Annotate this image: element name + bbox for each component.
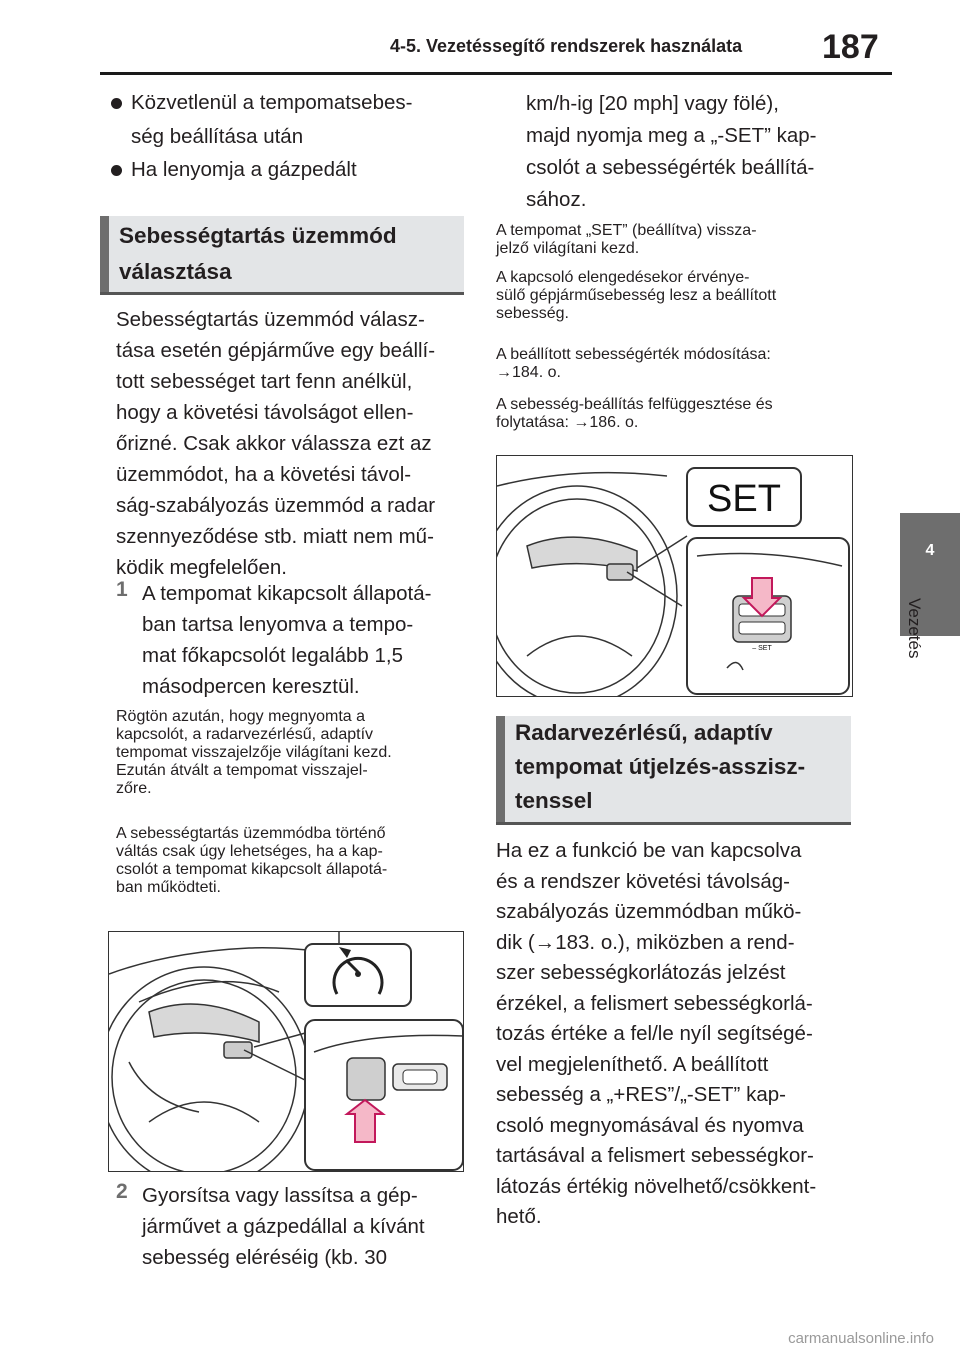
paragraph	[496, 836, 851, 1233]
text-line: járművet a gázpedállal a kívánt	[142, 1215, 425, 1238]
text-line: Sebességtartás üzemmód válasz-	[116, 308, 425, 331]
text-line: és a rendszer követési távolság-	[496, 869, 790, 893]
bullet-item	[131, 156, 357, 184]
page-number: 187	[822, 28, 879, 66]
heading-line: tempomat útjelzés-asszisz-	[515, 754, 806, 779]
chapter-label-text: Vezetés	[905, 598, 924, 659]
text-line: A tempomat „SET” (beállítva) vissza-	[496, 222, 757, 239]
note	[116, 825, 461, 897]
text-line: A sebességtartás üzemmódba történő	[116, 825, 386, 842]
text-line: őrizné. Csak akkor válassza ezt az	[116, 432, 432, 455]
chapter-number: 4	[925, 542, 935, 559]
text-line: zőre.	[116, 780, 152, 797]
step-text	[142, 578, 462, 702]
section-heading-box	[100, 216, 464, 295]
header-rule	[100, 72, 892, 75]
text-line: ság-szabályozás üzemmód a radar	[116, 494, 436, 517]
watermark-link[interactable]: carmanualsonline.info	[788, 1330, 934, 1347]
heading-line: tenssel	[515, 788, 593, 813]
text-line: vel megjeleníthető. A beállított	[496, 1052, 769, 1076]
switch-closeup	[687, 538, 849, 694]
note	[496, 222, 851, 258]
text-line: kapcsolót, a radarvezérlésű, adaptív	[116, 726, 374, 743]
heading-accent-bar	[496, 716, 505, 822]
text-line: tempomat visszajelzője világítani kezd.	[116, 744, 392, 761]
set-callout	[687, 468, 801, 526]
text-line: csolót a tempomat kikapcsolt állapotá-	[116, 861, 388, 878]
heading-line: választása	[119, 259, 232, 284]
text-line: szennyeződése stb. miatt nem mű-	[116, 525, 434, 548]
text-line: mat főkapcsolót legalább 1,5	[142, 644, 403, 667]
text-line: dik (→183. o.), miközben a rend-	[496, 930, 795, 954]
note	[496, 396, 851, 432]
text-line: Ezután átvált a tempomat visszajel-	[116, 762, 368, 779]
text-line: Ha ez a funkció be van kapcsolva	[496, 839, 802, 862]
text-line: A beállított sebességérték módosítása:	[496, 346, 771, 363]
step-text	[142, 1180, 462, 1273]
text-line: sebesség a „+RES”/„-SET” kap-	[496, 1083, 786, 1106]
text-line: Gyorsítsa vagy lassítsa a gép-	[142, 1184, 418, 1207]
set-switch-illustration	[497, 456, 852, 696]
bullet-icon	[111, 98, 122, 109]
text-line: folytatása: →186. o.	[496, 414, 639, 431]
text-line: A sebesség-beállítás felfüggesztése és	[496, 396, 773, 413]
text-line: ban tartsa lenyomva a tempo-	[142, 613, 414, 636]
section-title: 4-5. Vezetéssegítő rendszerek használata	[390, 36, 743, 56]
text-line: sebesség.	[496, 305, 569, 322]
text-line: A tempomat kikapcsolt állapotá-	[142, 582, 432, 605]
bullet-line: ség beállítása után	[131, 125, 304, 148]
text-line: tása esetén gépjárműve egy beállí-	[116, 339, 436, 362]
note	[496, 269, 851, 323]
text-line: jelző világítani kezd.	[496, 240, 640, 257]
chapter-label	[902, 598, 926, 688]
text-line: szer sebességkorlátozás jelzést	[496, 961, 786, 984]
switch-bottom-label: – SET	[752, 645, 772, 652]
section-heading	[119, 218, 397, 290]
text-line: ködik megfelelően.	[116, 556, 287, 579]
bullet-icon	[111, 165, 122, 176]
text-line: üzemmódot, ha a követési távol-	[116, 463, 412, 486]
note	[496, 346, 851, 382]
step-number: 1	[116, 578, 128, 601]
footer	[0, 1326, 960, 1352]
text-line: érzékel, a felismert sebességkorlá-	[496, 991, 813, 1015]
note	[116, 708, 461, 798]
bullet-line: Közvetlenül a tempomatsebes-	[131, 91, 413, 114]
text-line: majd nyomja meg a „-SET” kap-	[526, 124, 817, 147]
text-line: ban működteti.	[116, 879, 221, 896]
text-line: tartásával a felismert sebességkor-	[496, 1144, 814, 1167]
text-line: csolót a sebességérték beállítá-	[526, 156, 815, 179]
section-heading-box	[496, 716, 851, 825]
text-line: sebesség eléréséig (kb. 30	[142, 1246, 388, 1269]
heading-line: Radarvezérlésű, adaptív	[515, 720, 773, 745]
text-line: Rögtön azután, hogy megnyomta a	[116, 708, 366, 725]
text-line: sülő gépjárműsebesség lesz a beállított	[496, 287, 777, 304]
switch-callout	[305, 1020, 463, 1170]
steering-wheel-figure	[108, 931, 464, 1172]
text-line: A kapcsoló elengedésekor érvénye-	[496, 269, 750, 286]
text-line: váltás csak úgy lehetséges, ha a kap-	[116, 843, 383, 860]
section-heading	[515, 716, 805, 818]
text-line: látozás értékig növelhető/csökkent-	[496, 1174, 817, 1198]
meter-icon-callout	[305, 944, 411, 1006]
set-callout-label: SET	[707, 478, 781, 520]
bullet-line: Ha lenyomja a gázpedált	[131, 158, 357, 181]
step-text-continued	[526, 88, 846, 216]
steering-wheel-illustration	[109, 932, 463, 1171]
text-line: tott sebességet tart fenn anélkül,	[116, 370, 413, 393]
text-line: →184. o.	[496, 364, 561, 381]
text-line: szabályozás üzemmódban műkö-	[496, 900, 802, 923]
set-switch-figure	[496, 455, 853, 697]
text-line: másodpercen keresztül.	[142, 675, 360, 698]
step-number: 2	[116, 1180, 128, 1203]
text-line: hető.	[496, 1205, 542, 1228]
text-line: hogy a követési távolságot ellen-	[116, 401, 414, 424]
text-line: sához.	[526, 188, 587, 211]
heading-line: Sebességtartás üzemmód	[119, 223, 397, 248]
text-line: csoló megnyomásával és nyomva	[496, 1113, 804, 1137]
bullet-item	[131, 89, 412, 151]
heading-accent-bar	[100, 216, 109, 292]
text-line: tozás értéke a fel/le nyíl segítségé-	[496, 1022, 813, 1045]
paragraph	[116, 304, 461, 583]
text-line: km/h-ig [20 mph] vagy fölé),	[526, 92, 779, 115]
